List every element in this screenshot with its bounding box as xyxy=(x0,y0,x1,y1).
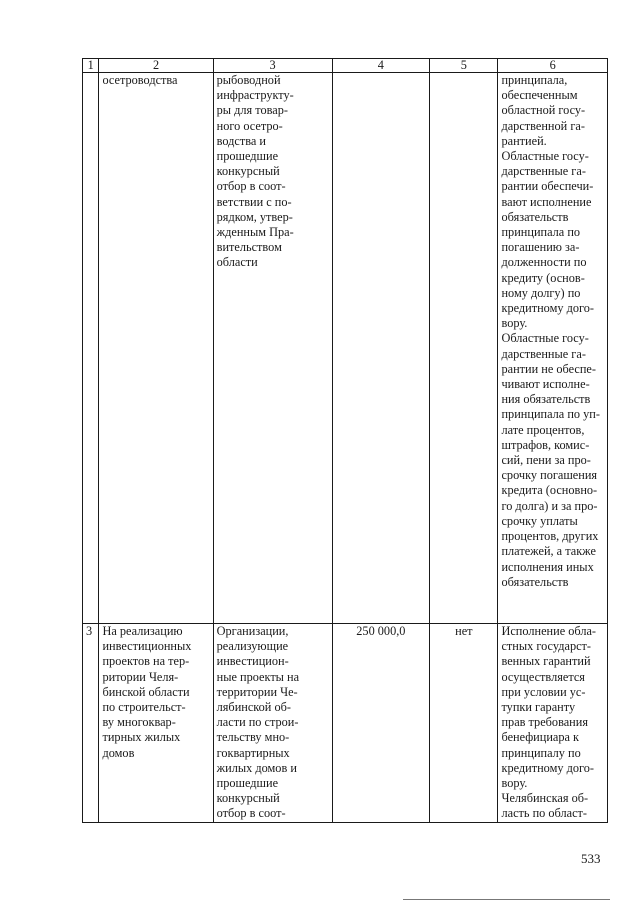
text-line: при условии ус- xyxy=(501,684,586,699)
text-line: инфраструкту- xyxy=(216,88,294,103)
cell-number: 3 xyxy=(83,624,99,823)
footer-rule xyxy=(403,899,610,900)
text-line: жилых домов и xyxy=(216,760,297,775)
text-line: вору. xyxy=(501,316,528,331)
text-line: Челябинская об- xyxy=(501,791,589,806)
text-line: Областные госу- xyxy=(501,149,589,164)
text-line: тирных жилых xyxy=(102,730,181,745)
text-line: областной госу- xyxy=(501,103,586,118)
text-line: гоквартирных xyxy=(216,745,290,760)
text-line: рядком, утвер- xyxy=(216,209,293,224)
text-line: На реализацию xyxy=(102,624,183,638)
text-line: бенефициара к xyxy=(501,730,580,745)
text-line: Организации, xyxy=(216,624,289,638)
text-line: инвестиционных xyxy=(102,639,192,654)
text-line: кредитному дого- xyxy=(501,760,594,775)
cell-recipients xyxy=(213,624,332,823)
header-cell-4: 4 xyxy=(332,59,430,73)
text-line: кредиту (основ- xyxy=(501,270,585,285)
text-line: кредита (основно- xyxy=(501,483,598,498)
text-line: сий, пени за про- xyxy=(501,453,591,468)
text-line: кредитному дого- xyxy=(501,301,594,316)
text-line: дарственные га- xyxy=(501,346,586,361)
text-line: ветствии с по- xyxy=(216,194,292,209)
text-line: принципалу по xyxy=(501,745,581,760)
cell-purpose xyxy=(99,73,213,624)
text-line: принципала по xyxy=(501,225,581,240)
text-line: осуществляется xyxy=(501,669,585,684)
table-row-continued xyxy=(83,73,608,624)
text-line: исполнения иных xyxy=(501,559,594,574)
text-line: территории Че- xyxy=(216,684,298,699)
header-cell-1: 1 xyxy=(83,59,99,73)
text-line: прошедшие xyxy=(216,776,279,791)
cell-amount xyxy=(332,73,430,624)
text-line: срочку погашения xyxy=(501,468,598,483)
text-line: ву многоквар- xyxy=(102,715,176,730)
text-line: Исполнение обла- xyxy=(501,624,597,638)
text-line: конкурсный xyxy=(216,164,280,179)
text-line: платежей, а также xyxy=(501,544,596,559)
cell-amount: 250 000,0 xyxy=(332,624,430,823)
text-line: тельству мно- xyxy=(216,730,290,745)
text-line: ритории Челя- xyxy=(102,669,179,684)
text-line: инвестицион- xyxy=(216,654,289,669)
text-line: венных гарантий xyxy=(501,654,591,669)
text-line: ные проекты на xyxy=(216,669,300,684)
header-cell-2: 2 xyxy=(99,59,213,73)
header-cell-6: 6 xyxy=(498,59,608,73)
text-line: вительством xyxy=(216,240,282,255)
text-line: по строительст- xyxy=(102,700,186,715)
text-line: рантией. xyxy=(501,133,547,148)
header-row xyxy=(83,59,608,73)
text-line: стных государст- xyxy=(501,639,592,654)
text-line: обеспеченным xyxy=(501,88,578,103)
text-line: срочку уплаты xyxy=(501,513,578,528)
cell-purpose xyxy=(99,624,213,823)
header-cell-3: 3 xyxy=(213,59,332,73)
cell-recipients xyxy=(213,73,332,624)
text-line: рантии не обеспе- xyxy=(501,361,596,376)
text-line: ного осетро- xyxy=(216,118,283,133)
text-line: штрафов, комис- xyxy=(501,437,590,452)
text-line: принципала по уп- xyxy=(501,407,600,422)
cell-conditions xyxy=(498,73,608,624)
text-line: прошедшие xyxy=(216,149,279,164)
text-line: го долга) и за про- xyxy=(501,498,598,513)
text-line: вают исполнение xyxy=(501,194,592,209)
page-number: 533 xyxy=(581,851,601,866)
text-line: ния обязательств xyxy=(501,392,591,407)
text-line: ласть по област- xyxy=(501,806,588,821)
text-line: осетроводства xyxy=(102,73,178,87)
text-line: чивают исполне- xyxy=(501,377,590,392)
text-line: водства и xyxy=(216,133,267,148)
table-row-3 xyxy=(83,624,608,823)
text-line: ному долгу) по xyxy=(501,285,581,300)
text-line: Областные госу- xyxy=(501,331,589,346)
cell-recourse xyxy=(430,73,498,624)
text-line: обязательств xyxy=(501,209,569,224)
text-line: рыбоводной xyxy=(216,73,281,87)
header-cell-5: 5 xyxy=(430,59,498,73)
text-line: ры для товар- xyxy=(216,103,288,118)
text-line: отбор в соот- xyxy=(216,806,286,821)
text-line: обязательств xyxy=(501,574,569,589)
text-line: погашению за- xyxy=(501,240,580,255)
text-line: проектов на тер- xyxy=(102,654,190,669)
guarantees-table xyxy=(82,58,608,823)
text-line: рантии обеспечи- xyxy=(501,179,594,194)
text-line: жденным Пра- xyxy=(216,225,294,240)
text-line: реализующие xyxy=(216,639,289,654)
text-line: дарственной га- xyxy=(501,118,585,133)
text-line: принципала, xyxy=(501,73,568,87)
text-line: тупки гаранту xyxy=(501,700,576,715)
cell-recourse: нет xyxy=(430,624,498,823)
text-line: бинской области xyxy=(102,684,190,699)
text-line: вору. xyxy=(501,776,528,791)
cell-conditions xyxy=(498,624,608,823)
text-line: процентов, других xyxy=(501,529,599,544)
text-line: области xyxy=(216,255,258,270)
text-line: дарственные га- xyxy=(501,164,586,179)
text-line: долженности по xyxy=(501,255,587,270)
cell-number xyxy=(83,73,99,624)
text-line: отбор в соот- xyxy=(216,179,286,194)
text-line: прав требования xyxy=(501,715,588,730)
text-line: домов xyxy=(102,745,135,760)
text-line: конкурсный xyxy=(216,791,280,806)
text-line: ласти по строи- xyxy=(216,715,299,730)
text-line: лябинской об- xyxy=(216,700,291,715)
text-line: лате процентов, xyxy=(501,422,585,437)
